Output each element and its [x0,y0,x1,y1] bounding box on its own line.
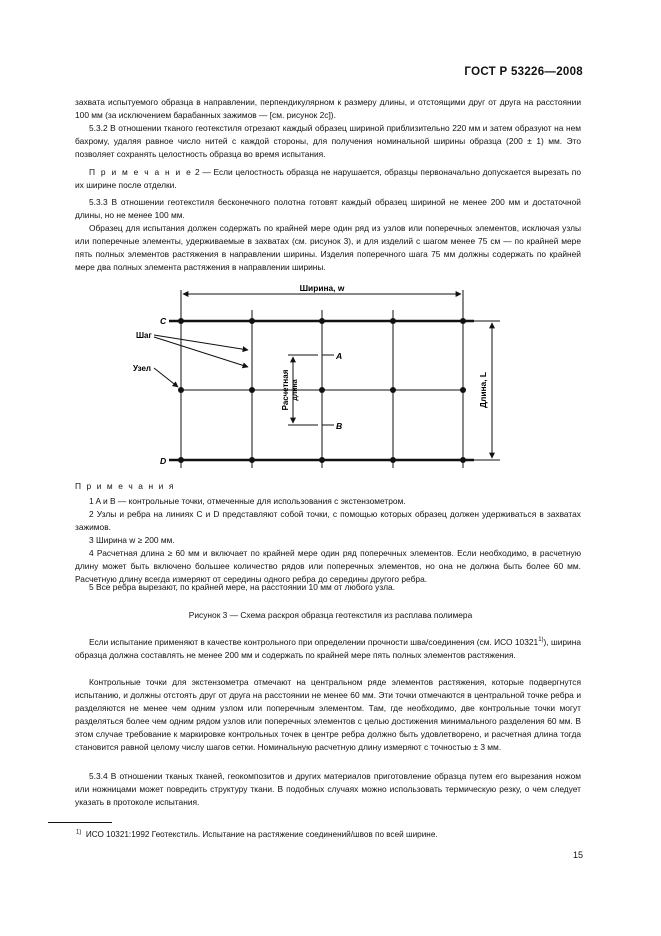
step-label: Шаг [136,331,152,340]
footnote-separator [48,822,112,823]
length-label: Длина, L [478,372,488,408]
node [390,387,396,393]
node [390,457,396,463]
width-label: Ширина, w [299,283,345,293]
gauge-label-1: Расчетная [281,369,290,411]
point-b-label: B [336,421,343,431]
figure-caption: Рисунок 3 — Схема раскроя образца геотекстиля из расплава полимера [188,610,473,620]
footnote-ref: 1) [538,637,544,644]
gauge-label-2: длина [292,379,299,401]
node [178,457,184,463]
standard-header: ГОСТ Р 53226—2008 [464,66,583,78]
node [249,457,255,463]
node [390,318,396,324]
paragraph-sample-content: Образец для испытания должен содержать по крайней мере один ряд из узлов или поперечных элементов, исключая узлы или поперечные элементы, удерживаемые в захватах (см. рисунок 3), и для изделий с шагом менее 75 см — по крайней мере пять полных элементов растяжения в направлении ширины. Изделия поперечного шага 75 мм должны содержать по крайней мере два полных элемента растяжения в направлении ширины. [75,223,581,272]
footnote-mark: 1) [76,829,82,836]
paragraph-seam-test [75,636,581,662]
paragraph-5-3-4: 5.3.4 В отношении тканых тканей, геокомпозитов и других материалов приготовление образца путем его вырезания ножом или ножницами может повредить структуру ткани. В подобных случаях можно использовать термическую резку, о чем следует указать в протоколе испытания. [75,771,581,807]
step-leader-upper [154,335,248,350]
paragraph-5-3-3: 5.3.3 В отношении геотекстиля бесконечного полотна готовят каждый образец шириной не менее 200 мм и достаточной длины, но не менее 100 мм. [75,197,581,220]
footnote [76,830,438,839]
node [460,387,466,393]
note-2-figure: 2 Узлы и ребра на линиях C и D представляют собой точки, с помощью которых образец должен удерживаться в захватах зажимов. [75,509,581,532]
note-4: 4 Расчетная длина ≥ 60 мм и включает по крайней мере один ряд поперечных элементов. Если необходимо, в расчетную длину может быть включено большее количество рядов или поперечных элементов, но она не должна быть более 60 мм. Расчетную длину всегда измеряют от середины одного ребра до середины другого ребра. [75,548,581,584]
paragraph-extensometer: Контрольные точки для экстензометра отмечают на центральном ряде элементов растяжения, которые подвергнутся испытанию, и должны отстоять друг от друга на расстоянии не менее 60 мм. Эти точки отмечаются в центральной точке ребра и разделяются не менее чем одним узлом или поперечным элементом. Там, где необходимо, две контрольные точки могут разделяться более чем одним рядом узлов или поперечных элементов с целью достижения минимального разделения 60 мм. В этом случае требование к маркировке контрольных точек в центре ребра должно быть удовлетворено, и расчетная длина тогда становится равной целому числу шагов сетки. Номинальную расчетную длину измеряют с точностью ± 3 мм. [75,677,581,752]
node [249,387,255,393]
point-a-label: A [336,351,343,361]
point-c-label: C [160,316,167,326]
figure-3-diagram [0,280,661,480]
node-leader [154,368,178,387]
point-d-label: D [160,456,167,466]
page-number: 15 [572,850,583,860]
node-label: Узел [133,364,151,373]
note-2 [75,166,581,192]
step-leader-lower [154,337,248,367]
paragraph-p1: захвата испытуемого образца в направлении, перпендикулярном к размеру длины, и отстоящими друг от друга на расстоянии 100 мм (за исключением барабанных зажимов — [см. рисунок 2с]). [75,97,581,120]
node [178,387,184,393]
paragraph-seam-text-b: ), ширина образца должна составлять не менее 200 мм и содержать по крайней мере пять полных элементов растяжения. [75,637,581,660]
note-2-text: 2 — Если целостность образца не нарушается, образцы первоначально допускается вырезать по их ширине после отделки. [75,167,581,190]
node [319,387,325,393]
note-2-label: П р и м е ч а н и е [89,167,193,177]
footnote-text: ИСО 10321:1992 Геотекстиль. Испытание на растяжение соединений/швов по всей ширине. [85,830,438,839]
node [178,318,184,324]
paragraph-seam-text-a: Если испытание применяют в качестве контрольного при определении прочности шва/соединения (см. ИСО 10321 [89,637,539,647]
node [319,318,325,324]
paragraph-5-3-2: 5.3.2 В отношении тканого геотекстиля отрезают каждый образец шириной приблизительно 220 мм и затем образуют на нем бахрому, удаляя равное число нитей с каждой стороны, для получения номинальной ширины образца (200 ± 1) мм. Это позволяет сохранять целостность образца во время испытания. [75,123,581,159]
node [319,457,325,463]
note-5: 5 Все ребра вырезают, по крайней мере, на расстоянии 10 мм от любого узла. [89,582,395,592]
node [460,318,466,324]
node [460,457,466,463]
note-1: 1 A и B — контрольные точки, отмеченные для использования с экстензометром. [89,496,406,506]
notes-title: П р и м е ч а н и я [75,481,175,491]
note-3: 3 Ширина w ≥ 200 мм. [89,535,175,545]
node [249,318,255,324]
